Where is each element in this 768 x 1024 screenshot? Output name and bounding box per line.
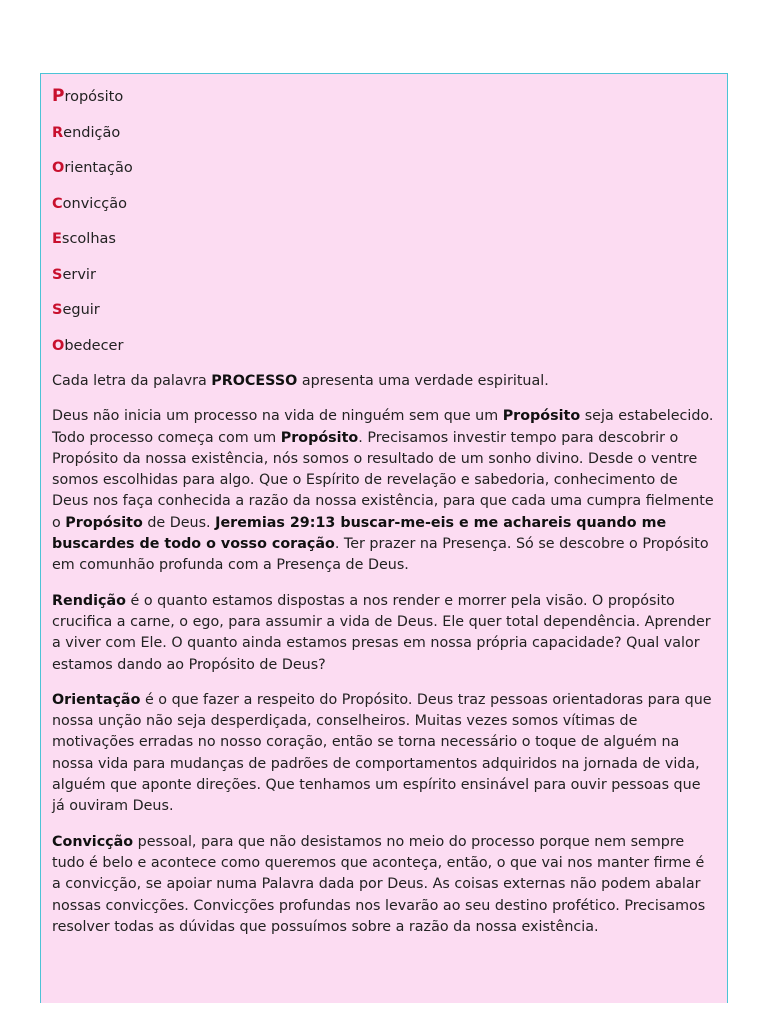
acrostic-line bbox=[52, 194, 716, 214]
acrostic-word: rientação bbox=[64, 160, 133, 176]
bible-verse: Jeremias 29:13 buscar-me-eis e me achareis quando me buscardes de todo o vosso coração bbox=[52, 514, 667, 553]
rendicao-paragraph bbox=[52, 591, 716, 676]
acrostic-line bbox=[52, 229, 716, 249]
document-panel bbox=[40, 73, 728, 1003]
paragraph-text: seja estabelecido. Todo processo começa com um bbox=[52, 408, 714, 446]
bold-term: Rendição bbox=[52, 592, 126, 609]
paragraph-text: . Ter prazer na Presença. Só se descobre o Propósito em comunhão profunda com a Presença de Deus. bbox=[52, 536, 709, 574]
bold-term: Propósito bbox=[502, 408, 581, 425]
acrostic-word: eguir bbox=[62, 302, 100, 318]
acrostic-line bbox=[52, 336, 716, 356]
paragraph-text: é o que fazer a respeito do Propósito. Deus traz pessoas orientadoras para que nossa unção não seja desperdiçada, conselheiros. Muitas vezes somos vítimas de motivações erradas no nosso coração, então se torna necessário o toque de alguém na nossa vida para mudanças de padrões de comportamentos adquiridos na jornada de vida, alguém que aponte direções. Que tenhamos um espírito ensinável para ouvir pessoas que já ouviram Deus. bbox=[52, 691, 712, 815]
intro-keyword: PROCESSO bbox=[211, 373, 298, 389]
intro-paragraph bbox=[52, 371, 716, 392]
proposito-paragraph bbox=[52, 406, 716, 576]
paragraph-text: de Deus. bbox=[142, 514, 216, 531]
acrostic-initial: O bbox=[52, 337, 65, 354]
acrostic-initial: S bbox=[52, 266, 63, 283]
bold-term: Propósito bbox=[280, 429, 359, 446]
paragraph-text: Deus não inicia um processo na vida de ninguém sem que um bbox=[52, 408, 503, 425]
acrostic-line bbox=[52, 86, 716, 107]
acrostic-word: ervir bbox=[62, 266, 96, 283]
paragraph-text: . Precisamos investir tempo para descobrir o Propósito da nossa existência, nós somos o resultado de um sonho divino. Desde o ventre somos escolhidas para algo. Que o Espírito de revelação e sabedoria, conhecimento de Deus nos faça conhecida a razão da nossa existência, para que cada uma cumpra fielmente o bbox=[52, 429, 714, 531]
paragraph-text: é o quanto estamos dispostas a nos render e morrer pela visão. O propósito crucifica a carne, o ego, para assumir a vida de Deus. Ele quer total dependência. Aprender a viver com Ele. O quanto ainda estamos presas em nossa própria capacidade? Qual valor estamos dando ao Propósito de Deus? bbox=[52, 592, 711, 673]
acrostic-initial: C bbox=[52, 195, 63, 212]
orientacao-paragraph bbox=[52, 690, 716, 818]
acrostic-word: onvicção bbox=[62, 195, 128, 212]
acrostic-word: scolhas bbox=[61, 231, 116, 247]
bold-term: Convicção bbox=[52, 833, 134, 850]
intro-text: Cada letra da palavra bbox=[52, 373, 212, 389]
acrostic-word: endição bbox=[63, 124, 121, 141]
acrostic-line bbox=[52, 265, 716, 285]
acrostic-initial: S bbox=[52, 302, 63, 318]
intro-text: apresenta uma verdade espiritual. bbox=[297, 373, 549, 389]
conviccao-paragraph bbox=[52, 832, 716, 938]
bold-term: Orientação bbox=[52, 691, 141, 708]
acrostic-initial: O bbox=[52, 160, 65, 176]
paragraph-text: pessoal, para que não desistamos no meio do processo porque nem sempre tudo é belo e acontece como queremos que aconteça, então, o que vai nos manter firme é a convicção, se apoiar numa Palavra dada por Deus. As coisas externas não podem abalar nossas convicções. Convicções profundas nos levarão ao seu destino profético. Precisamos resolver todas as dúvidas que possuímos sobre a razão da nossa existência. bbox=[52, 833, 706, 935]
acrostic-word: ropósito bbox=[64, 89, 124, 105]
acrostic-initial: E bbox=[52, 231, 62, 247]
acrostic-initial: P bbox=[52, 86, 65, 106]
acrostic-line bbox=[52, 123, 716, 143]
acrostic-line bbox=[52, 300, 716, 320]
bold-term: Propósito bbox=[65, 514, 143, 531]
acrostic-line bbox=[52, 158, 716, 178]
acrostic-word: bedecer bbox=[64, 337, 124, 354]
acrostic-initial: R bbox=[52, 124, 64, 141]
